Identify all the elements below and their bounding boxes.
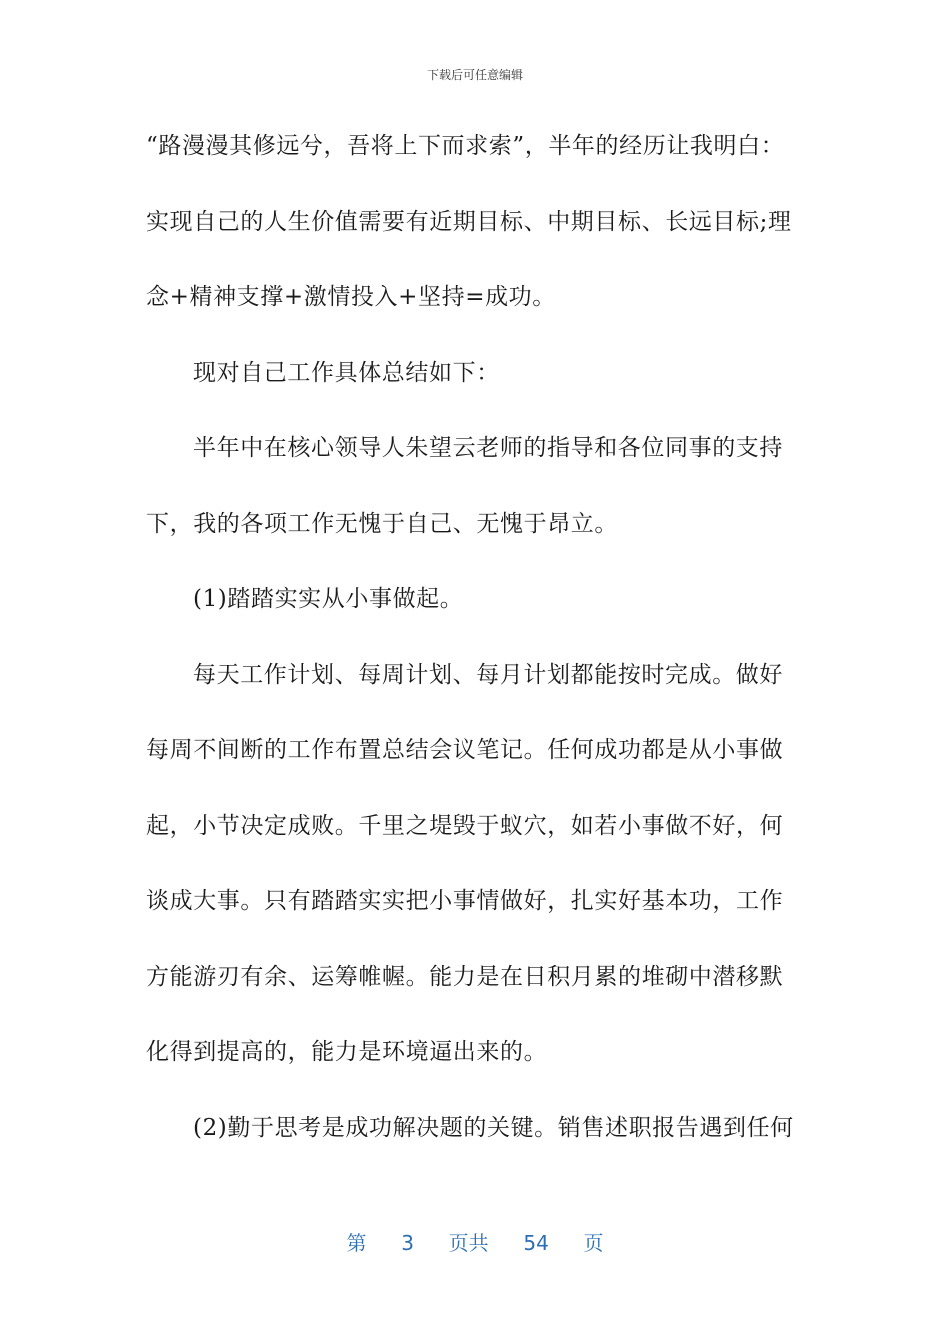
body-line-8: 每天工作计划、每周计划、每月计划都能按时完成。做好	[193, 661, 783, 688]
body-line-2: 实现自己的人生价值需要有近期目标、中期目标、长远目标;理	[146, 208, 792, 235]
footer-page-middle: 页共	[448, 1231, 489, 1255]
body-line-14: (2)勤于思考是成功解决题的关键。销售述职报告遇到任何	[193, 1114, 794, 1141]
body-line-5: 半年中在核心领导人朱望云老师的指导和各位同事的支持	[193, 435, 783, 461]
footer-page-suffix: 页	[583, 1231, 604, 1255]
page-header-note: 下载后可任意编辑	[426, 68, 523, 82]
body-line-6: 下，我的各项工作无愧于自己、无愧于昂立。	[146, 510, 618, 537]
footer-total-pages: 54	[523, 1231, 549, 1255]
document-body	[146, 124, 806, 1181]
body-line-13: 化得到提高的，能力是环境逼出来的。	[146, 1039, 548, 1065]
body-line-7: (1)踏踏实实从小事做起。	[193, 586, 464, 612]
body-line-1: “路漫漫其修远兮，吾将上下而求索”，半年的经历让我明白：	[146, 133, 785, 159]
body-line-11: 谈成大事。只有踏踏实实把小事情做好，扎实好基本功，工作	[146, 888, 784, 914]
body-line-12: 方能游刃有余、运筹帷幄。能力是在日积月累的堆砌中潜移默	[146, 963, 784, 990]
footer-current-page: 3	[401, 1231, 414, 1255]
body-line-4: 现对自己工作具体总结如下：	[193, 359, 500, 386]
page-footer	[0, 1227, 950, 1256]
footer-page-prefix: 第	[346, 1231, 367, 1255]
body-line-9: 每周不间断的工作布置总结会议笔记。任何成功都是从小事做	[146, 737, 784, 763]
body-line-10: 起，小节决定成败。千里之堤毁于蚁穴，如若小事做不好，何	[146, 812, 784, 839]
body-line-3: 念+精神支撑+激情投入+坚持=成功。	[146, 284, 556, 310]
